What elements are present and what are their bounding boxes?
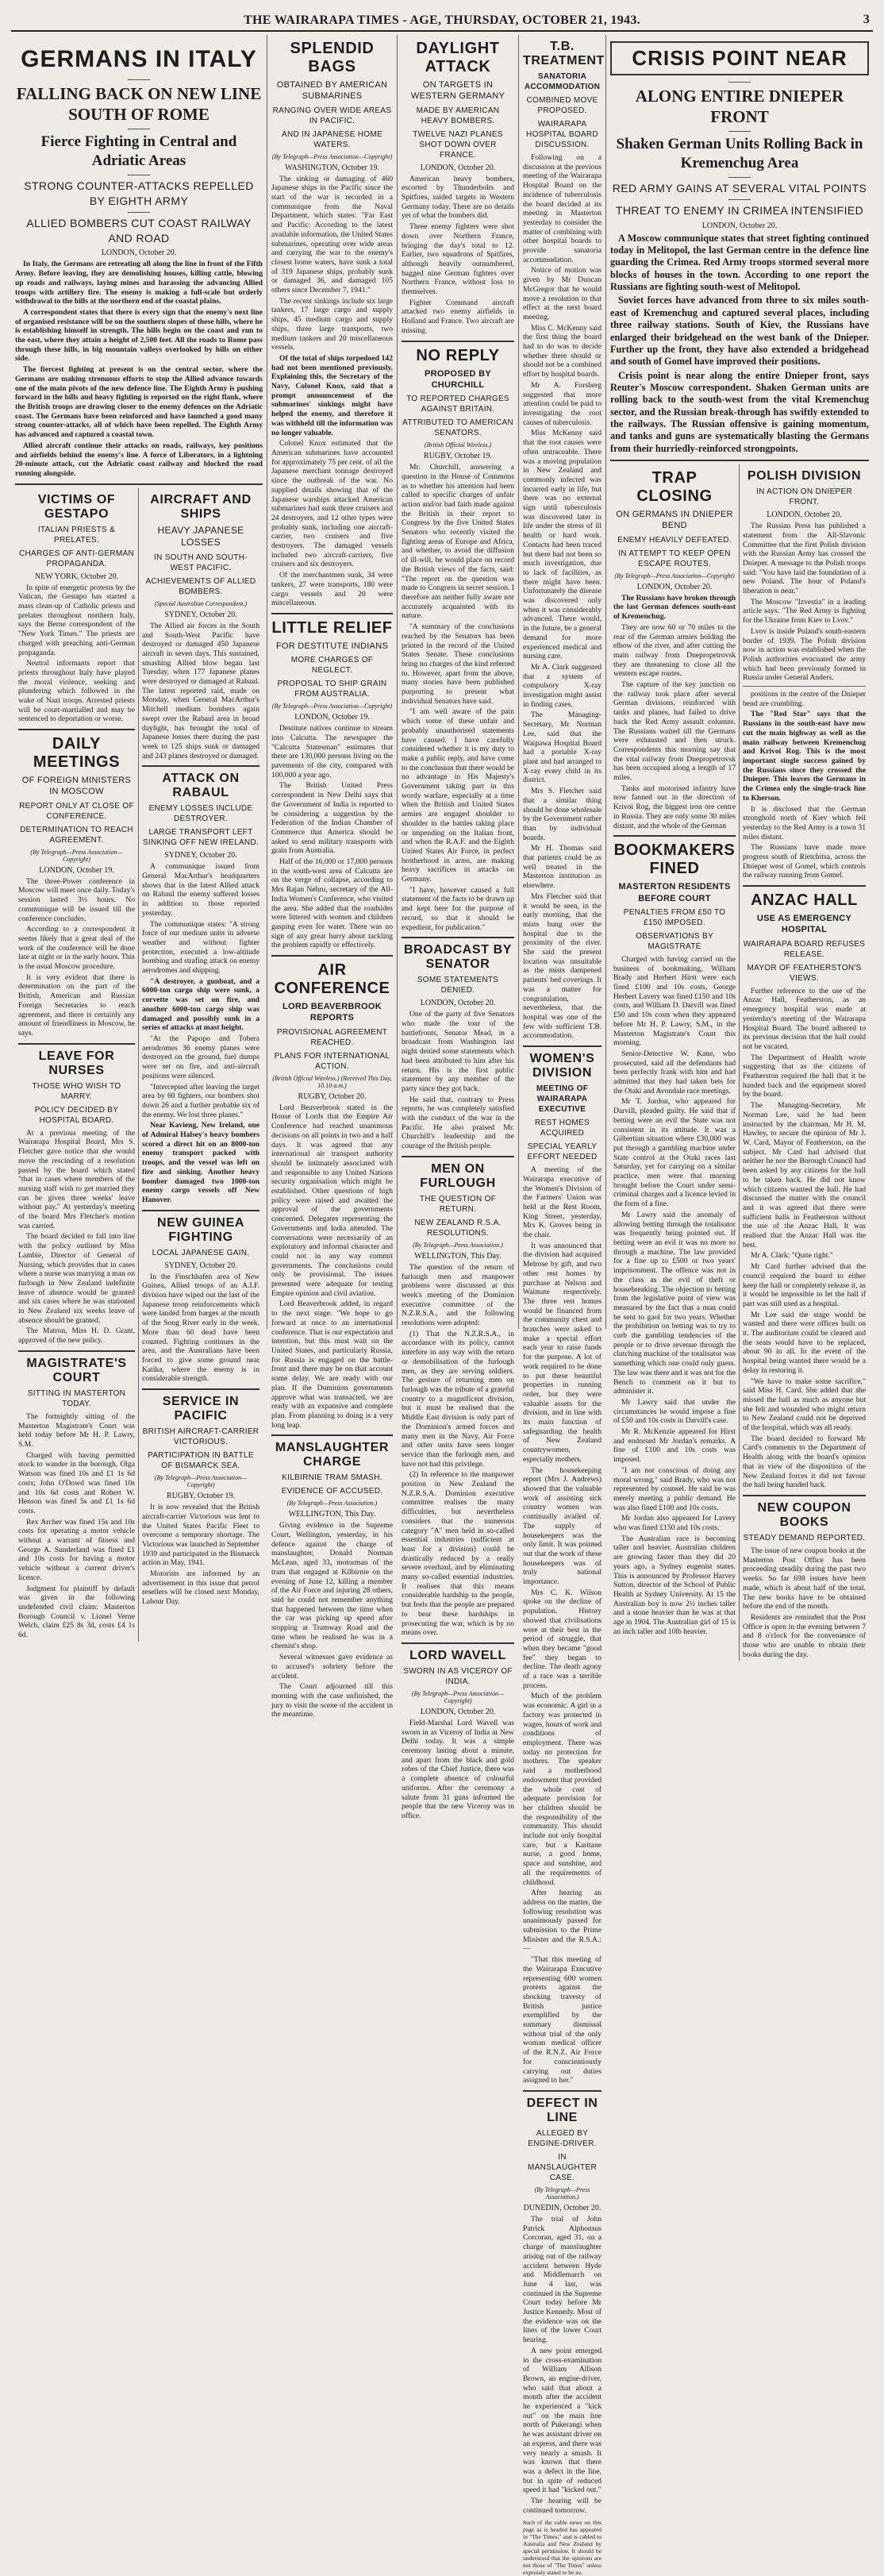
paragraph: Judgment for plaintiff by default was given in the following undefended civil claim: Masterton Borough Council v. Lionel Verne Welch, claim £25 8s 3d, costs £4 1s 6d. xyxy=(18,1584,135,1640)
article-body xyxy=(523,1165,602,2085)
dateline: LONDON, October 20. xyxy=(636,582,713,591)
headline: ATTACK ON RABAUL xyxy=(162,772,240,800)
column-left xyxy=(11,35,267,1640)
paragraph: The fortnightly sitting of the Masterton Magistrate's Court was held today before Mr H. P. Lawry, S.M. xyxy=(18,1411,135,1449)
headline: LORD WAVELL xyxy=(409,1648,506,1662)
headline: MEN ON FURLOUGH xyxy=(420,1161,496,1190)
paragraph: The Managing-Secretary, Mr Norman Lee, said he had been instructed by the chairman, Mr H. M. Hawley, to secure the opinion of Mr J. W. Card, Mayor of Featherston, on the subject. Mr Card had advised that neither he nor the Borough Council had been asked by any citizens for the hall to be taken back. He did not know which citizens wanted the hall. He had discussed the matter with the council and it was agreed that there were sufficient halls in Featherston without the use of the Anzac Hall. It was realised that the Anzac Hall was the best. xyxy=(743,1101,866,1249)
deck: CHARGES OF ANTI-GERMAN PROPAGANDA. xyxy=(19,549,134,568)
paragraph: positions in the centre of the Dnieper bend are crumbling. xyxy=(743,690,866,708)
article-anzac-hall xyxy=(743,891,866,1490)
deck: PLANS FOR INTERNATIONAL ACTION. xyxy=(274,1051,390,1071)
article-polish-division xyxy=(743,469,866,683)
article-body xyxy=(142,1273,259,1384)
article-new-guinea xyxy=(142,1216,259,1384)
deck: MORE CHARGES OF NEGLECT. xyxy=(290,656,374,676)
article-body xyxy=(402,1719,514,1821)
headline: SERVICE IN PACIFIC xyxy=(162,1395,240,1423)
dateline: LONDON, October 20. xyxy=(420,163,496,172)
deck: REST HOMES ACQUIRED xyxy=(535,1119,590,1138)
deck: LARGE TRANSPORT LEFT SINKING OFF NEW IRELAND. xyxy=(142,828,259,848)
paragraph: Mr A. Clark: "Quite right." xyxy=(751,1251,833,1261)
deck: ENEMY HEAVILY DEFEATED. xyxy=(617,535,732,545)
article-body xyxy=(142,1503,259,1607)
deck: THOSE WHO WISH TO MARRY. xyxy=(32,1081,121,1101)
paragraph: The Russian Press has published a statement from the All-Slavonic Committee that the first Polish division with the Russian Army has crossed the Dnieper. A message to the Polish troops said: "You have laid the foundation of a new Poland. The hour of Poland's liberation is near." xyxy=(743,522,866,596)
subheadline: ALONG ENTIRE DNIEPER FRONT xyxy=(635,87,844,127)
paragraph: The issue of new coupon books at the Masterton Post Office has been proceeding steadily during the past two weeks. So far 698 issues have been made, which is about half of the total. The new books have to be obtained before the end of the month. xyxy=(743,1546,866,1611)
headline: CRISIS POINT NEAR xyxy=(610,41,869,75)
article-body xyxy=(18,583,135,725)
deck: ITALIAN PRIESTS & PRELATES. xyxy=(37,525,116,545)
paragraph: (2) In reference to the manpower position in New Zealand the N.Z.R.S.A. Dominion executive committee realises the many difficulties, but nevertheless considers that the numerous category "A" men held in so-called essential industries (sufficient at least for a division) could be drastically reduced by a really severe overhaul, and by eliminating many so-called essential industries. It realises that this means considerable hardship to the people, but feels that the people are prepared to bear these hardships in prosecuting the war, which is by no means over. xyxy=(402,1470,514,1638)
credit-line: (British Official Wireless.) (Received This Day, 10.10 a.m.) xyxy=(272,1074,392,1089)
credit-line: (British Official Wireless.) xyxy=(424,441,492,449)
paragraph: "A destroyer, a gunboat, and a 6000-ton cargo ship were sunk, a corvette was set on fire, and another 6000-ton cargo ship was damaged and possibly sunk in a series of attacks at mast height. xyxy=(142,976,259,1033)
headline: NEW COUPON BOOKS xyxy=(757,1501,851,1529)
headline: POLISH DIVISION xyxy=(747,469,862,483)
article-body xyxy=(402,463,514,932)
paragraph: Mr A. Clark suggested that a system of compulsory X-ray investigation might assist in finding cases. xyxy=(523,662,602,709)
dateline: RUGBY, October 20. xyxy=(298,1092,367,1101)
article-womens-division xyxy=(523,1052,602,2085)
deck: ALLIED BOMBERS CUT COAST RAILWAY AND ROAD xyxy=(26,216,252,245)
paragraph: Crisis point is near along the entire Dnieper front, says Reuter's Moscow correspondent. Shaken German units are rolling back to the south-west from the vital Kremenchug sector, and the Russian break-through has swiftly extended to the railways. The Russian offensive is gaining momentum, and tanks and guns are systematically blasting the Germans from their hurriedly-reinforced strongpoints. xyxy=(610,369,869,454)
deck: REPORT ONLY AT CLOSE OF CONFERENCE. xyxy=(19,801,134,821)
deck: MAYOR OF FEATHERSTON'S VIEWS. xyxy=(747,963,862,983)
paragraph: Colonel Knox estimated that the American submarines have accounted for approximately 75 per cent. of all the Japanese merchant tonnage destroyed since the outbreak of the war. No supplied details showing that of the Japanese warships attacked American submarines had sunk three cruisers and 24 destroyers, and 12 other types were probably sunk, including one aircraft-carrier, two cruisers and five destroyers. The damaged vessels included two aircraft-carriers, five cruisers and six destroyers. xyxy=(271,439,393,569)
deck: STEADY DEMAND REPORTED. xyxy=(743,1534,866,1542)
paragraph: The Managing-Secretary, Mr Norman Lee, said that the Waipawa Hospital Board had a portable X-ray plant and had arranged to X-ray every child in its district. xyxy=(523,710,602,785)
paragraph: The Court adjourned till this morning with the case unfinished, the jury to visit the scene of the accident in the meantime. xyxy=(271,1682,393,1719)
paragraph: It was announced that the division had acquired Melrose by gift, and two other rest homes by purchase at Nelson and Waimate respectively. The three rest homes would be financed from the community chest and branches were asked to make a special effort each year to raise funds for the purpose. A lot of work required to be done to put these beautiful properties in running order, but they were valuable assets for the division, and in line with its main function of safeguarding the health of New Zealand countrywomen, especially mothers. xyxy=(523,1241,602,1464)
column-right xyxy=(606,35,873,1659)
paragraph: "We have to make some sacrifice," said Miss H. Card. She added that she missed the hall as much as anyone but she felt and wounded who might return to New Zealand could not be deprived of the hospital, which was all ready. xyxy=(743,1377,866,1433)
headline: VICTIMS OF GESTAPO xyxy=(37,492,116,521)
right-subcolumns xyxy=(610,464,869,1661)
dateline: DUNEDIN, October 20. xyxy=(523,2204,602,2212)
article-body xyxy=(271,724,393,950)
paragraph: A communique issued from General MacArthur's headquarters shows that in the latest Allied attack on Rabaul the enemy suffered losses in addition to those reported yesterday. xyxy=(142,862,259,918)
paragraph: In spite of energetic protests by the Vatican, the Gestapo has started a mass clean-up of Catholic priests and prelates throughout northern Italy, says the Berne correspondent of the "New York Times." The priests are charged with preaching anti-German propaganda. xyxy=(18,583,135,657)
paragraph: Of the total of ships torpedoed 142 had not been mentioned previously. Explaining this, the Secretary of the Navy, Colonel Knox, said that a prompt announcement of the submarines' sinkings might have helped the enemy, and therefore it was withheld till the information was no longer valuable. xyxy=(271,353,393,437)
column-5 xyxy=(519,35,606,2576)
paragraph: Mr Lawry said the anomaly of allowing betting through the totalisator was frequently being pointed out. If betting were an evil it was no more so through a machine. The law provided for a fine up to £500 or two years' imprisonment. The offence was not in the class as the evil of theft or housebreaking. The objection to betting from the legislative point of view was measured by the fact that a man could be sent to gaol for two years. Whether the prohibition on betting was to try to curb the gambling tendencies of the people or to drive revenue through the clutching machine of the totalisator was something which one could only guess. The law was there and it was not for the Bench to comment on it but to administer it. xyxy=(613,1210,736,1396)
headline: DEFECT IN LINE xyxy=(526,2097,598,2124)
article-body xyxy=(610,233,869,455)
deck: THREAT TO ENEMY IN CRIMEA INTENSIFIED xyxy=(615,203,864,217)
paragraph: The Russians have made more progress south of Rietchitsa, across the Dnieper west of Gomel, which controls the railway running from Gomel. xyxy=(743,843,866,880)
deck: KILBIRNIE TRAM SMASH. xyxy=(282,1473,382,1483)
paragraph: (1) That the N.Z.R.S.A., in accordance with its policy, cannot interfere in any way with the return or demobilisation of the furlough men, as they are serving soldiers. The gesture of returning men on furlough was the tribute of a grateful country to a magnificent division, but it must be realised that the Middle East division is only part of the Dominion's armed forces and many men in the Navy, Air Force and other units have seen longer service than the furlough men, and have not had this privilege. xyxy=(402,1329,514,1469)
paragraph: Lvov is inside Poland's south-eastern border of 1939. The Polish division now in action was established when the Polish authorities evacuated the army which had been previously formed in Russia under General Anders. xyxy=(743,626,866,683)
headline: WOMEN'S DIVISION xyxy=(529,1052,595,1080)
deck: COMBINED MOVE PROPOSED. xyxy=(526,96,598,115)
paragraph: Three enemy fighters were shot down over Northern France, bringing the day's total to 12. Earlier, two squadrons of Spitfires, although heavily outnumbered, bagged nine German fighters over Northern France, without loss to themselves. xyxy=(402,222,514,297)
article-manslaughter-charge xyxy=(271,1441,393,1719)
deck: MASTERTON RESIDENTS BEFORE COURT xyxy=(618,882,731,903)
deck: SWORN IN AS VICEROY OF INDIA. xyxy=(403,1666,513,1686)
headline: MANSLAUGHTER CHARGE xyxy=(275,1441,390,1469)
left-subcolumns xyxy=(15,488,263,1642)
headline: TRAP CLOSING xyxy=(636,469,713,506)
paragraph: "I have, however caused a full statement of the facts to be drawn up and kept here for the purpose of record, so that it should be expedient, for publication." xyxy=(402,885,514,932)
headline: LEAVE FOR NURSES xyxy=(38,1049,115,1077)
paragraph: Mr Card further advised that the council required the board to either keep the hall or completely release it, as it would be impossible to let the hall if part was still used as a hospital. xyxy=(743,1262,866,1308)
article-air-conference xyxy=(271,961,393,1430)
dateline: LONDON, October 20. xyxy=(420,999,496,1008)
deck: SITTING IN MASTERTON TODAY. xyxy=(27,1388,126,1408)
paragraph: Mr T. Jordon, who appeared for Darvill, pleaded guilty. He said that if betting were an evil the State was not consistent in its attitude. It was a Gilbertian situation where £30,000 was put through a gambling machine under State control at the Otaki races last Saturday, yet for carrying on a similar practice, men were that morning brought before the Court under semi-criminal charges and a licence levied in the form of a fine. xyxy=(613,1097,736,1209)
article-body xyxy=(15,260,263,478)
article-body xyxy=(613,594,736,831)
article-body xyxy=(18,1129,135,1346)
article-body xyxy=(523,153,602,1041)
article-men-furlough xyxy=(402,1162,514,1638)
deck: THE QUESTION OF RETURN. xyxy=(419,1194,497,1214)
deck: TWELVE NAZI PLANES SHOT DOWN OVER FRANCE. xyxy=(413,129,503,160)
paragraph: Destitute natives continue to stream into Calcutta. The newspaper the "Calcutta Statesman" estimates that there are 130,000 persons living on the pavements of the city, compared with 100,000 a year ago. xyxy=(271,724,393,780)
article-splendid-bags xyxy=(271,40,393,608)
article-continuation xyxy=(743,690,866,880)
deck: MEETING OF WAIRARAPA EXECUTIVE xyxy=(536,1084,589,1115)
deck: IN ATTEMPT TO KEEP OPEN ESCAPE ROUTES. xyxy=(618,549,731,568)
column-3 xyxy=(267,35,398,1719)
article-victims-gestapo xyxy=(18,493,135,725)
credit-line: (By Telegraph—Press Association—Copyright) xyxy=(30,848,123,863)
paragraph: Residents are reminded that the Post Office is open in the evening between 7 and 8 o'clock for the convenience of those who are unable to obtain their books during the day. xyxy=(743,1612,866,1659)
deck: ON GERMANS IN DNIEPER BEND xyxy=(616,510,733,531)
paragraph: "I am well aware of the pain which some of these unfair and probably unauthorised statements have caused. I have carefully considered whether it is my duty to make a public reply, and have come to the conclusion that there would be no advantage in His Majesty's Government taking part in this wordy warfare, especially at a time when the British and United States armies are engaged shoulder to shoulder in the battles taking place or impending on the Italian front, and when the R.A.F. and the Eighth United States Air Force, in perfect brotherhood in arms, are making heavy sacrifices in attacks on Germany. xyxy=(402,707,514,884)
paragraph: "A summary of the conclusions reached by the Senators has been printed in the record of the United States Senate. These conclusions bring no charges of the kind referred to. However, apart from the above, many stories have been published purporting to present what individual Senators have said. xyxy=(402,622,514,706)
article-body xyxy=(402,1263,514,1638)
credit-line: (Special Australian Correspondent.) xyxy=(154,599,248,607)
deck: POLICY DECIDED BY HOSPITAL BOARD. xyxy=(34,1105,119,1125)
deck: SANATORIA ACCOMMODATION xyxy=(524,72,601,91)
paragraph: The board decided to forward Mr Card's comments to the Department of Health along with the board's opinion that in view of the disposition of the New Zealand forces it did not favour the hall being handed back. xyxy=(743,1434,866,1490)
paragraph: Lord Beaverbrook stated in the House of Lords that the Empire Air Conference had reached unanimous decisions on all points in two and a half days. It was agreed that any international air transport authority should be intimately associated with and responsible to any United Nations security organisation which might be established. Other questions of high policy were raised and awaited the approval of the governments concerned. Delegates representing the Governments and India attended. The conversations were necessarily of an exploratory and informal character and could not in any way commit governments. The conclusions could only be provisional. The issues presented were adequate for testing Empire opinion and civil aviation. xyxy=(271,1103,393,1298)
paragraph: Mr. Churchill, answering a question in the House of Commons as to whether his attention had been called to specific charges of unfair action and/or bad faith made against the British in their report to Congress by the five United States Senators who recently visited the fighting areas of Europe and Africa, and whether, to avoid the diffusion of ill-will, he would place on record the British views of the facts, said: "The report on the question was made to Congress in secret session. I therefore am neither fully aware nor accurately acquainted with its nature. xyxy=(402,463,514,621)
article-no-reply xyxy=(402,347,514,933)
paragraph: They are now 60 or 70 miles to the rear of the German armies holding the elbow of the river, and after cutting the main railway from Dnepropetrovsk they are threatening to close all the western escape routes. xyxy=(613,622,736,679)
paragraph: The question of the return of furlough men and manpower problems were discussed at this week's meeting of the Dominion executive committee of the N.Z.R.S.A., and the following resolutions were adopted: xyxy=(402,1262,514,1328)
credit-line: (By Telegraph—Press Association.) xyxy=(413,1241,503,1249)
article-body xyxy=(271,175,393,608)
paragraph: In Italy, the Germans are retreating all along the line in front of the Fifth Army. Before leaving, they are demolishing houses, killing cattle, blowing up roads and railways, laying mines and harassing the advancing Allied troops with artillery fire. The enemy is making a full-scale but orderly withdrawal to the hills at the northern end of the coastal plains. xyxy=(15,260,263,306)
deck: IN MANSLAUGHTER CASE. xyxy=(528,2153,597,2182)
paragraph: Notice of motion was given by Mr Duncan McGregor that he would move a resolution to that effect at the next board meeting. xyxy=(523,266,602,322)
dateline: WASHINGTON, October 19. xyxy=(285,163,379,172)
credit-line: (By Telegraph—Press Association—Copyright) xyxy=(271,703,393,710)
headline: NEW GUINEA FIGHTING xyxy=(157,1215,244,1244)
deck: SPECIAL YEARLY EFFORT NEEDED xyxy=(527,1142,598,1162)
paragraph: The recent sinkings include six large tankers, 17 large cargo and supply ships, 45 medium cargo and supply ships, three large transports, two medium tankers and 20 miscellaneous vessels. xyxy=(271,296,393,352)
deck: EVIDENCE OF ACCUSED. xyxy=(281,1487,383,1496)
deck: MADE BY AMERICAN HEAVY BOMBERS. xyxy=(416,106,500,125)
article-bookmakers-fined xyxy=(613,841,736,1636)
article-attack-rabaul xyxy=(142,772,259,1204)
paragraph: Motorists are informed by an advertisement in this issue that petrol resellers will be closed next Monday, Labour Day. xyxy=(142,1569,259,1607)
article-daily-meetings xyxy=(18,735,135,1038)
paragraph: It is disclosed that the German stronghold north of Kiev which fell yesterday to the Red Army is a town 31 miles distant. xyxy=(743,804,866,841)
paragraph: The British United Press correspondent in New Delhi says that the Government of India is reported to be considering a suggestion by the Federation of the Indian Chamber of Commerce that America should be asked to send military transports with grain from Australia. xyxy=(271,781,393,856)
dateline: LONDON, October 20. xyxy=(101,248,177,258)
deck: ENEMY LOSSES INCLUDE DESTROYER. xyxy=(148,804,253,824)
paragraph: Miss McKenny said that the root causes were often untraceable. There was a moving population in New Zealand and commonly infected was incurred early in life, but there was no external sign until tuberculosis was discovered later in life under the stress of ill health or hard work. Contacts had been traced but there had not been so much investigation, due to lack of facilities, as there might have been. Unfortunately the disease was discovered only when it was considerably advanced. There would, in the future, be a general demand for more experienced medical and nursing care. xyxy=(523,429,602,661)
article-daylight-attack xyxy=(402,40,514,336)
deck: ALLEGED BY ENGINE-DRIVER. xyxy=(528,2129,597,2148)
credit-line: (By Telegraph—Press Association—Copyright) xyxy=(614,572,735,580)
deck: ATTRIBUTED TO AMERICAN SENATORS. xyxy=(402,418,513,438)
deck: PROPOSED BY CHURCHILL xyxy=(425,368,491,390)
paragraph: It is now revealed that the British aircraft-carrier Victorious was lent to the United States Pacific Fleet to overcome a temporary shortage. The Victorious was launched in September 1939 and participated in the Bismarck action in May, 1941. xyxy=(142,1503,259,1568)
paragraph: Near Kavieng, New Ireland, one of Admiral Halsey's heavy bombers scored a direct hit on an 8000-ton enemy transport packed with troops, and the vessel was left on fire and sinking. Another heavy bomber damaged two 1000-ton enemy cargo vessels off New Hanover. xyxy=(142,1121,259,1204)
paragraph: Mrs S. Fletcher said that a similar thing should be done wholesale by the Government rather than by individual boards. xyxy=(523,787,602,842)
paragraph: Tanks and motorised infantry have now fanned out in the direction of Krivoi Rog, the biggest iron ore centre in Russia. They are only some 30 miles distant, and the whole of the German xyxy=(613,784,736,830)
paragraph: Senior-Detective W. Kane, who prosecuted, said all the defendants had been perfectly frank with him and had admitted that they had taken bets for the Otaki and Avondale race meetings. xyxy=(613,1049,736,1095)
paragraph: The sinking or damaging of 460 Japanese ships in the Pacific since the start of the war is recorded in a communique from the Naval Department, which states: "Far East and Pacific: According to the latest available information, the United States submarines, operating over wide areas and carrying the war to the enemy's closest home waters, have sunk a total of 319 Japanese ships, probably sunk or damaged 36, and damaged 105 others since December 7, 1941." xyxy=(271,174,393,295)
credit-line: (By Telegraph—Press Association.) xyxy=(286,1500,378,1507)
deck: IN SOUTH AND SOUTH-WEST PACIFIC. xyxy=(154,553,248,572)
deck: USE AS EMERGENCY HOSPITAL xyxy=(756,914,852,935)
deck: PENALTIES FROM £50 TO £150 IMPOSED. xyxy=(623,907,726,927)
paragraph: Charged with having permitted stock to wander in the borough, Olga Watson was fined 10s and £1 1s 6d costs; John O'Dowd was fined 10s and 10s 6d costs and Robert W. Henson was fined 5s and £1 1s 6d costs. xyxy=(18,1450,135,1515)
page-number: 3 xyxy=(863,13,870,26)
deck: TO REPORTED CHARGES AGAINST BRITAIN. xyxy=(406,395,509,414)
article-body xyxy=(271,1103,393,1430)
article-body xyxy=(743,522,866,683)
subheadline: Fierce Fighting in Central and Adriatic Areas xyxy=(40,133,237,170)
dateline: LONDON, October 20. xyxy=(420,1707,496,1716)
article-crisis-point xyxy=(610,41,869,455)
article-body xyxy=(743,1546,866,1659)
headline: NO REPLY xyxy=(416,346,500,364)
paragraph: American heavy bombers, escorted by Thunderbolts and Spitfires, raided targets in Western Germany today. There are no details yet of what the bombers did. xyxy=(402,174,514,221)
paragraph: Following on a discussion at the previous meeting of the Wairarapa Hospital Board on the incidence of tuberculosis the board decided at its meeting in Masterton yesterday to consider the matter of combining with other hospital boards to provide sanatoria accommodation. xyxy=(523,153,602,264)
paragraph: Half of the 16,000 or 17,000 persons in the south-west area of Calcutta are on the verge of collapse, according to Mrs Rajan Nehru, secretary of the All-India Women's Conference, who visited the area. She added that the roadsides were littered with women and children gasping even for water. There was no sign of any great hurry about tackling the problem rapidly or effectively. xyxy=(271,857,393,950)
paragraph: The Matron, Miss H. D. Grant, approved of the new policy. xyxy=(18,1327,135,1346)
paragraph: Neutral informants report that priests throughout Italy have played the moral violence, seeking and plundering which followed in the wake of Nazi troops. Arrested priests will be court-martialled and may be sentenced to deportation or worse. xyxy=(18,659,135,724)
headline: ANZAC HALL xyxy=(751,891,858,910)
article-aircraft-ships xyxy=(142,493,259,761)
paragraph: Mr Lawry said that under the circumstances he would impose a fine of £50 and 10s costs in Darvill's case. xyxy=(613,1397,736,1426)
article-body xyxy=(523,2215,602,2516)
article-body xyxy=(142,622,259,761)
paragraph: Fighter Command aircraft attacked two enemy airfields in Holland and France. Two aircraft are missing. xyxy=(402,298,514,335)
deck: PARTICIPATION IN BATTLE OF BISMARCK SEA. xyxy=(148,1451,254,1471)
deck: IN ACTION ON DNIEPER FRONT. xyxy=(755,487,852,507)
paragraph: A correspondent states that there is every sign that the enemy's next line of organised resistance will be on the southern slopes of these hills, where he is establishing himself in strength. The hills begin on the coast and run to the east, where they attain a height of 2,500 feet. All the roads to Rome pass through these hills, in big mountain valleys overlooked by hills on either side. xyxy=(15,307,263,364)
article-germans-italy xyxy=(15,46,263,479)
paragraph: Lord Beaverbrook added, in regard to the next stage: "We hope to go forward at once to an international conference. That is our expectation and intention, but this must wait on the United States, and particularly Russia, for Russia is engaged on the battle-front and there may be on that account some delay. We are ready with our plan. If the Dominion governments approve what was transacted, we are ready with an expansive and complete plan. From planning to doing is a very long leap. xyxy=(271,1300,393,1430)
paragraph: The Allied air forces in the South and South-West Pacific have destroyed or damaged 450 Japanese aircraft in seven days. This sustained, smashing Allied blow began last Tuesday, when 177 Japanese planes were destroyed or damaged at Rabaul. The latest reported raid, made on Monday, when General MacArthur's Mitchell medium bombers again swept over the Rabaul area in broad daylight, has brought the total of Japanese losses there during the past week to 125 ships sunk or damaged and 243 planes destroyed or damaged. xyxy=(142,621,259,760)
dateline: LONDON, October 20. xyxy=(767,510,842,520)
deck: PROPOSAL TO SHIP GRAIN FROM AUSTRALIA. xyxy=(277,680,387,699)
dateline: SYDNEY, October 20. xyxy=(164,851,237,861)
paragraph: Much of the problem was economic. A girl in a factory was protected in wages, hours of work and conditions of employment. There was today no protection for mothers. The speaker said a motherhood endowment that provided the whole cost of adequate provision for her children should be the responsibility of the community. This should include not only hospital care, but a Karitane nurse, a good home, space and sunshine, and all the requirements of childhood. xyxy=(523,1692,602,1887)
headline: AIR CONFERENCE xyxy=(274,961,390,998)
article-tb-treatment xyxy=(523,40,605,1041)
paragraph: Allied aircraft continue their attacks on roads, railways, key positions and airfields behind the enemy's line. A force of Liberators, in a lightning 20-minute attack, cut the Adriatic coast railway and blocked the road running alongside. xyxy=(15,441,263,478)
paragraph: Mr H. Thomas said that patients could be as well treated in the Masterton institution as elsewhere. xyxy=(523,844,602,891)
credit-line: (By Telegraph—Press Association—Copyright) xyxy=(411,1689,505,1704)
paragraph: A meeting of the Wairarapa executive of the Women's Division of the Farmers' Union was held at the Rest Room, King Street, yesterday, Mrs K. Groves being in the chair. xyxy=(523,1165,602,1240)
paragraph: The Australian race is becoming taller and heavier. Australian children are growing faster than they did 20 years ago, a Sydney eugenist states. This is announced by Professor Harvey Sutton, director of the School of Public Health at Sydney University. At 15 the Australian boy is now 2½ inches taller and a stone heavier than he was at that age in 1904. The Australian girl of 15 is an inch taller and 10lb heavier. xyxy=(613,1534,736,1636)
deck: OF FOREIGN MINISTERS IN MOSCOW xyxy=(21,776,132,797)
deck: NEW ZEALAND R.S.A. RESOLUTIONS. xyxy=(414,1218,502,1238)
deck: RANGING OVER WIDE AREAS IN PACIFIC. xyxy=(272,106,392,125)
headline: MAGISTRATE'S COURT xyxy=(26,1356,127,1384)
paragraph: Further reference to the use of the Anzac Hall, Featherston, as an emergency hospital was made at yesterday's meeting of the Wairarapa Hospital Board. The board adhered to its previous decision that the hall could not be vacated. xyxy=(743,986,866,1051)
masthead xyxy=(11,11,873,32)
headline: AIRCRAFT AND SHIPS xyxy=(150,492,252,521)
paragraph: Mrs Fletcher said that it would be seen, in the early morning, that the mists hung over the hospital due to the proximity of the river. She said the present location was unsuitable as the mists dampened patients' bed coverings. It was a matter for congratulation, nevertheless, that the hospital was one of the few with sufficient T.B. accommodation. xyxy=(523,891,602,1041)
dateline: NEW YORK, October 20. xyxy=(34,572,119,581)
subheadline: FALLING BACK ON NEW LINE SOUTH OF ROME xyxy=(16,84,262,125)
deck: LORD BEAVERBROOK REPORTS xyxy=(282,1002,382,1023)
paragraph: "I am not conscious of doing any moral wrong," said Brady, who was not represented by counsel. He said he was merely meeting a public demand. He was also fined £100 and 10s costs. xyxy=(613,1465,736,1512)
paragraph: One of the party of five Senators who made the tour of the battlefronts, Senator Mead, in a broadcast from Washington last night denied some statements which had been attributed to him after his return. His is the first public statement by any member of the party since they got back. xyxy=(402,1010,514,1093)
article-lord-wavell xyxy=(402,1649,514,1821)
deck: AND IN JAPANESE HOME WATERS. xyxy=(282,129,382,149)
article-body xyxy=(18,1412,135,1640)
paragraph: In the Finschhafen area of New Guinea, Allied troops of an A.I.F. division have wiped out the last of the Japanese troop reinforcements which were landed from barges at the mouth of the Song River early in the week. More than 60 dead have been counted. Fighting continues in the area, and the Australians have been forced to give some ground near Katika, where the enemy is in considerable strength. xyxy=(142,1272,259,1384)
credit-line: (By Telegraph—Press Association—Copyright) xyxy=(154,1474,248,1489)
article-service-pacific xyxy=(142,1395,259,1607)
article-magistrates-court xyxy=(18,1357,135,1640)
paragraph: A new point emerged in the cross-examination of William Allison Brown, an engine-driver, who said that about a month after the accident he experienced a "kick out" on the main line north of Pukerangi when he was assistant driver on an express, and there was very nearly a smash. It was known that there was a defect in the line, but in spite of reduced speed it had "kicked out." xyxy=(523,2346,602,2495)
deck: STRONG COUNTER-ATTACKS REPELLED BY EIGHTH ARMY xyxy=(24,179,254,207)
paragraph: The Russians have broken through the last German defences south-east of Kremenchug. xyxy=(613,593,736,622)
article-body xyxy=(743,987,866,1490)
paragraph: Miss C. McKenny said the first thing the board had to do was to decide whether there should or should not be a combined effort by hospital boards. xyxy=(523,323,602,379)
article-body xyxy=(402,1010,514,1151)
paragraph: Several witnesses gave evidence as to accused's sobriety before the accident. xyxy=(271,1653,393,1681)
headline: BROADCAST BY SENATOR xyxy=(403,943,513,972)
subheadline: Shaken German Units Rolling Back in Kremenchug Area xyxy=(616,135,863,172)
deck: ACHIEVEMENTS OF ALLIED BOMBERS. xyxy=(145,576,256,596)
headline: T.B. TREATMENT xyxy=(523,40,605,67)
deck: WAIRARAPA HOSPITAL BOARD DISCUSSION. xyxy=(526,120,598,149)
deck: OBTAINED BY AMERICAN SUBMARINES xyxy=(276,80,388,102)
paragraph: A Moscow communique states that street fighting continued today in Melitopol, the last German centre in the defence line guarding the Crimea. Red Army troops stormed several more blocks of houses in the town. According to one report the Russians are fighting south-west of Melitopol. xyxy=(610,232,869,293)
deck: BRITISH AIRCRAFT-CARRIER VICTORIOUS. xyxy=(142,1427,259,1447)
deck: WAIRARAPA BOARD REFUSES RELEASE. xyxy=(743,939,866,959)
paragraph: The hearing will be continued tomorrow. xyxy=(523,2497,602,2515)
deck: PROVISIONAL AGREEMENT REACHED. xyxy=(276,1027,388,1047)
headline: BOOKMAKERS FINED xyxy=(613,841,736,878)
masthead-title: THE WAIRARAPA TIMES - AGE, THURSDAY, OCTOBER 21, 1943. xyxy=(244,13,640,27)
headline: SPLENDID BAGS xyxy=(290,40,375,75)
paragraph: "At the Papopo and Tobera aerodromes 36 enemy planes were destroyed on the ground, fuel dumps were set on fire, and anti-aircraft positions were silenced. xyxy=(142,1034,259,1080)
article-body xyxy=(613,955,736,1637)
paragraph: According to a correspondent it seems likely that a great deal of the work of the conference will be done late at night or in the early hours. This is the usual Moscow procedure. xyxy=(18,925,135,972)
paragraph: The trial of John Patrick Alphonsus Corcoran, aged 31, on a charge of manslaughter arising out of the railway accident between Hyde and Middlemarch on June 4 last, was continued in the Supreme Court today before Mr Justice Kennedy. Most of the evidence was on the lines of the lower Court hearing. xyxy=(523,2215,602,2345)
deck: FOR DESTITUTE INDIANS xyxy=(275,641,389,651)
dateline: SYDNEY, October 20. xyxy=(164,610,237,619)
paragraph: Mr A. Forsberg suggested that more attention could be paid to investigating the root causes of tuberculosis. xyxy=(523,380,602,427)
paragraph: Rex Archer was fined 15s and 10s costs for operating a motor vehicle without a warrant of fitness and George A. Sunderland was fined £1 and 10s costs for having a motor vehicle without a current driver's licence. xyxy=(18,1517,135,1582)
deck: HEAVY JAPANESE LOSSES xyxy=(157,524,244,549)
paragraph: The fiercest fighting at present is on the central sector, where the Germans are making strenuous efforts to stop the Allied advance towards one of the main pivots of the new defence line. The Eighth Army is pushing forward in the hills and heavy fighting is reported on the right flank, where the British troops are drawing closer to the enemy defences on the Adriatic coast. The Germans have been reinforced and have launched a good many strong counter-attacks, all of which have been repelled. The Eighth Army has advanced and captured a coastal town. xyxy=(15,365,263,440)
paragraph: The "Red Star" says that the Russians in the south-east have now cut the main highway as well as the main railway between Kremenchug and Krivoi Rog. This is the most important single success gained by the Russians since they crossed the Dnieper. This leaves the Germans in the Crimea only the single-track line to Kherson. xyxy=(743,710,866,803)
dateline: RUGBY, October 19. xyxy=(167,1492,235,1501)
deck: DETERMINATION TO REACH AGREEMENT. xyxy=(20,825,133,845)
paragraph: At a previous meeting of the Wairarapa Hospital Board, Mrs S. Fletcher gave notice that she would move the rescinding of a resolution passed by the board which stated "that in cases where members of the nursing staff wish to get married they can be given three weeks' leave without pay." At yesterday's meeting of the board Mrs Fletcher's motion was carried. xyxy=(18,1128,135,1230)
deck: RED ARMY GAINS AT SEVERAL VITAL POINTS xyxy=(612,181,867,194)
paragraph: Mr Jordan also appeared for Lavery who was fined £150 and 10s costs. xyxy=(613,1514,736,1533)
paragraph: The Department of Health wrote suggesting that as the citizens of Featherston required the hall that it be handed back and the equipment stored by the board. xyxy=(743,1053,866,1099)
paragraph: "That this meeting of the Wairarapa Executive representing 600 women protests against the shocking travesty of British justice exemplified by the summary dismissal without trial of the only woman medical officer of the R.N.Z. Air Force for conscientiously carrying out duties assigned to her." xyxy=(523,1955,602,2085)
paragraph: The capture of the key junction on the railway took place after several German divisions, reinforced with tanks and planes, had failed to drive back the Red Army assault columns. The Russians waited till the Germans were exhausted and then struck. Correspondents this morning say that the vital railway from Dnepropetrovsk has been occupied along a length of 17 miles. xyxy=(613,680,736,783)
article-body xyxy=(142,862,259,1204)
headline: DAILY MEETINGS xyxy=(33,735,121,772)
deck: LOCAL JAPANESE GAIN. xyxy=(152,1248,250,1257)
article-defect-line xyxy=(523,2097,602,2576)
dateline: SYDNEY, October 20. xyxy=(164,1261,237,1270)
article-body xyxy=(402,175,514,336)
credit-line: (By Telegraph—Press Association.) xyxy=(534,2186,590,2201)
paragraph: It is very evident that there is determination on the part of the British, American and Russian Foreign Secretaries to reach agreement, and there is certainly any amount of friendliness in Moscow, he says. xyxy=(18,972,135,1038)
paragraph: Giving evidence in the Supreme Court, Wellington, yesterday, in his defence against the charge of manslaughter, Donald Norman McLean, aged 33, motorman of the tram that engaged at Kilbirnie on the evening of June 12, killing a member of the Air Force and injuring 28 others, said he could not remember anything that happened between the time when the car was picking up speed after stopping at Tramway Road and the time when he realised he was in a chemist's shop. xyxy=(271,1521,393,1651)
article-body xyxy=(18,877,135,1038)
paragraph: The housekeeping report (Mrs J. Andrews) showed that the valuable work of assisting sick country women was continually availed of. The supply of housekeepers was the only limit. It was pointed out that the work of these housekeepers was of truly national importance. xyxy=(523,1465,602,1587)
paragraph: Mr Lee said the stage would be wanted and there were offices built on it. The auditorium could be cleared and the seats would have to be replaced, about 90 in all. In the event of the hospital being wanted there would be a delay in restoring it. xyxy=(743,1310,866,1375)
deck: SOME STATEMENTS DENIED. xyxy=(417,976,499,995)
deck: OBSERVATIONS BY MAGISTRATE xyxy=(636,931,713,951)
paragraph: Mrs C. K. Wilson spoke on the decline of population. History showed that civilisations were at their best in the period of struggle, that when they became "good fee" they began to decline. The death agony of a race was a terrible process. xyxy=(523,1588,602,1690)
paragraph: The board decided to fall into line with the policy outlined by Miss Lambie, Director of General of Nursing, which provides that in cases where a nurse was marrying a man on furlough in New Zealand indefinite leave of absence would be granted and six cases where he was stationed in New Zealand six weeks leave of absence should be granted. xyxy=(18,1232,135,1325)
paragraph: Field-Marshal Lord Wavell was sworn in as Viceroy of India at New Delhi today. It was a simple ceremony lasting about a minute, and apart from the black and gold robes of the Chief Justice, there was a complete absence of colourful uniforms. After the ceremony a salute from 31 guns informed the people that the new Viceroy was in office. xyxy=(402,1718,514,1820)
paragraph: Soviet forces have advanced from three to six miles south-east of Kremenchug and captured several places, including three railway stations. South of Kiev, the Russians have enlarged their bridgehead on the west bank of the Dnieper. Further up the front, they have also extended a bridgehead and south of Gomel have improved their positions. xyxy=(610,295,869,368)
article-new-coupon-books xyxy=(743,1501,866,1659)
dateline: LONDON, October 20. xyxy=(701,221,778,230)
dateline: LONDON, October 19. xyxy=(294,713,370,722)
article-leave-nurses xyxy=(18,1049,135,1346)
headline: DAYLIGHT ATTACK xyxy=(416,40,500,75)
paragraph: He said that, contrary to Press reports, he was completely satisfied with the conduct of the war in the Pacific. He also praised Mr. Churchill's leadership and the courage of the British people. xyxy=(402,1095,514,1151)
dateline: RUGBY, October 19. xyxy=(424,452,492,461)
paragraph: Charged with having carried on the business of bookmaking, William Brady and Herbert Hirst were each fined £100 and 10s costs, George Herbert Lavery was fined £150 and 10s costs, and William D. Darvill was fined £50 and 10s costs when they appeared before Mr H. P. Lawry, S.M., in the Masterton Magistrate's Court this morning. xyxy=(613,954,736,1048)
dateline: LONDON, October 19. xyxy=(39,865,114,875)
article-little-relief xyxy=(271,619,393,950)
article-trap-closing xyxy=(613,469,736,830)
paragraph: "Intercepted after leaving the target area by 60 fighters, our bombers shot down 26 and a further probable six of the enemy. We lost three planes." xyxy=(142,1082,259,1119)
headline: LITTLE RELIEF xyxy=(271,618,393,637)
article-body xyxy=(271,1521,393,1719)
deck: ON TARGETS IN WESTERN GERMANY xyxy=(410,80,505,102)
dateline: WELLINGTON, This Day. xyxy=(288,1510,376,1519)
dateline: WELLINGTON, This Day. xyxy=(414,1251,502,1261)
paragraph: Mr R. McKenzie appeared for Hirst and endorsed Mr Jordan's remarks. A fine of £100 and 10s costs was imposed. xyxy=(613,1427,736,1465)
headline: GERMANS IN ITALY xyxy=(21,46,257,72)
paragraph: The Moscow "Izvestia" in a leading article says: "The Red Army is fighting for the Ukraine from Kiev to Lvov." xyxy=(743,597,866,626)
paragraph: After hearing an address on the matter, the following resolution was unanimously passed for submission to the Prime Minister and the R.S.A.:— xyxy=(523,1889,602,1954)
credit-line: (By Telegraph—Press Association—Copyright) xyxy=(271,152,393,160)
article-broadcast-senator xyxy=(402,943,514,1151)
column-4 xyxy=(398,35,519,1820)
paragraph: The three-Power conference in Moscow will meet once daily. Today's session lasted 3½ hours. No communique will be issued till the conference concludes. xyxy=(18,876,135,923)
footnote: Such of the cable news on this page as is headed has appeared in "The Times," and is cabled to Australia and New Zealand by special permission. It should be understood that the opinions are not those of "The Times" unless expressly stated to be so. xyxy=(523,2518,602,2576)
paragraph: Of the merchantmen sunk, 34 were tankers, 27 were transports, 180 were cargo vessels and 20 were miscellaneous. xyxy=(271,571,393,608)
paragraph: The communique states: "A strong force of our medium units in adverse weather and without fighter protection, executed a low-altitude bombing and strafing attack on enemy aerodromes and shipping. xyxy=(142,919,259,976)
